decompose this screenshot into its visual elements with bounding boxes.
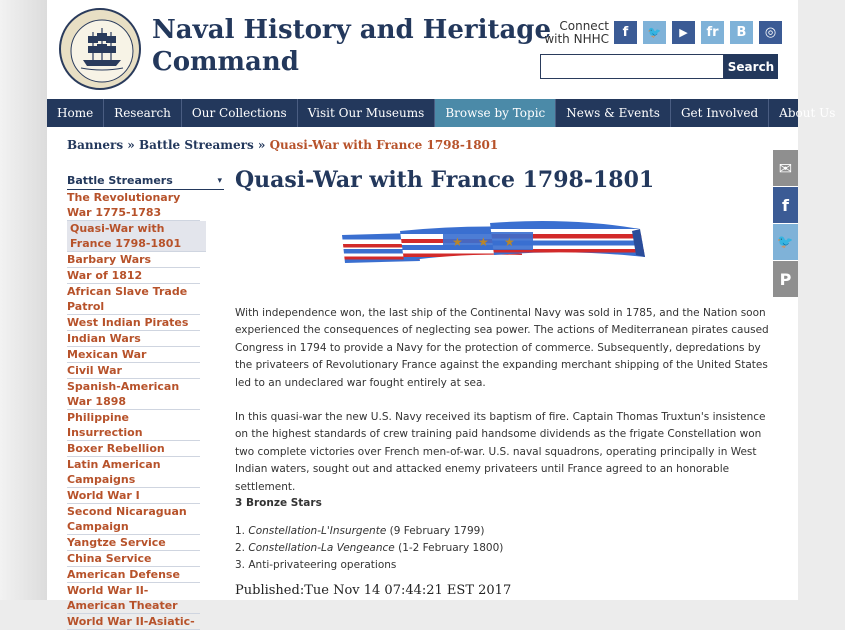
sidebar xyxy=(67,173,224,630)
sidebar-item[interactable]: Latin American Campaigns xyxy=(67,457,200,488)
main-content xyxy=(235,165,780,598)
sidebar-item[interactable]: The Revolutionary War 1775-1783 xyxy=(67,190,200,221)
blog-glyph: B xyxy=(736,25,747,40)
sidebar-item[interactable]: West Indian Pirates xyxy=(67,315,200,331)
youtube-icon[interactable] xyxy=(672,21,695,44)
sidebar-item[interactable]: Civil War xyxy=(67,363,200,379)
facebook-icon[interactable] xyxy=(614,21,637,44)
sidebar-item[interactable]: African Slave Trade Patrol xyxy=(67,284,200,315)
engagement-date: (1-2 February 1800) xyxy=(394,542,504,554)
breadcrumb xyxy=(67,138,498,152)
sidebar-item[interactable]: Boxer Rebellion xyxy=(67,441,200,457)
page-title: Quasi-War with France 1798-1801 xyxy=(235,167,655,193)
page-side-shade xyxy=(0,0,47,600)
svg-text:★: ★ xyxy=(478,235,489,249)
breadcrumb-current: Quasi-War with France 1798-1801 xyxy=(269,138,499,152)
nav-research[interactable]: Research xyxy=(104,99,182,127)
list-number: 3. xyxy=(235,559,246,571)
youtube-glyph: ▶ xyxy=(679,26,688,39)
sidebar-heading[interactable] xyxy=(67,173,224,190)
engagement-text: Anti-privateering operations xyxy=(248,559,397,571)
svg-text:★: ★ xyxy=(504,235,515,249)
site-title[interactable]: Naval History and Heritage Command xyxy=(152,15,552,77)
sidebar-item[interactable]: American Defense xyxy=(67,567,200,583)
sidebar-item[interactable]: Indian Wars xyxy=(67,331,200,347)
pinterest-share-icon[interactable] xyxy=(773,261,798,297)
sidebar-item[interactable]: War of 1812 xyxy=(67,268,200,284)
quasi-war-paragraph: In this quasi-war the new U.S. Navy received its baptism of fire. Captain Thomas Truxtun's insistence on the highest standards of crew training paid handsome dividends as the frigate Constellation won two complete victories over French men-of-war. U.S. naval squadrons, operating principally in West Indian waters, sought out and attacked enemy privateers until France agreed to an honorable settlement. xyxy=(235,411,766,493)
nav-browse-by-topic[interactable]: Browse by Topic xyxy=(435,99,556,127)
twitter-share-icon[interactable] xyxy=(773,224,798,260)
nav-get-involved[interactable]: Get Involved xyxy=(671,99,769,127)
engagements-list xyxy=(235,523,503,574)
list-item xyxy=(235,557,503,574)
sidebar-item[interactable]: World War II-Asiatic- xyxy=(67,614,200,630)
published-date: Published:Tue Nov 14 07:44:21 EST 2017 xyxy=(235,583,512,598)
engagement-name: Constellation-La Vengeance xyxy=(248,542,395,554)
email-share-icon[interactable] xyxy=(773,150,798,186)
facebook-share-glyph: f xyxy=(782,195,789,215)
connect-label: Connect with NHHC xyxy=(544,19,609,46)
sidebar-item[interactable]: Barbary Wars xyxy=(67,252,200,268)
sidebar-item[interactable]: China Service xyxy=(67,551,200,567)
engagement-date: (9 February 1799) xyxy=(386,525,485,537)
list-number: 1. xyxy=(235,525,246,537)
facebook-share-icon[interactable] xyxy=(773,187,798,223)
nav-visit-our-museums[interactable]: Visit Our Museums xyxy=(298,99,436,127)
nav-home[interactable]: Home xyxy=(47,99,104,127)
sidebar-item[interactable]: Mexican War xyxy=(67,347,200,363)
twitter-icon[interactable] xyxy=(643,21,666,44)
main-nav xyxy=(47,99,836,127)
battle-streamer-image xyxy=(340,215,650,273)
nav-our-collections[interactable]: Our Collections xyxy=(182,99,298,127)
nhhc-logo[interactable] xyxy=(59,8,141,90)
list-item xyxy=(235,523,503,540)
nav-about-us[interactable]: About Us xyxy=(779,106,836,120)
pinterest-share-glyph: P xyxy=(779,269,792,289)
svg-text:★: ★ xyxy=(452,235,463,249)
search-button[interactable]: Search xyxy=(724,54,778,79)
twitter-glyph: 🐦 xyxy=(647,26,662,39)
breadcrumb-separator: » xyxy=(127,138,135,152)
search-input[interactable] xyxy=(540,54,724,79)
breadcrumb-battle-streamers[interactable]: Battle Streamers xyxy=(138,138,254,152)
twitter-share-glyph: 🐦 xyxy=(777,234,794,250)
sidebar-item[interactable]: Second Nicaraguan Campaign xyxy=(67,504,200,535)
flickr-icon[interactable] xyxy=(701,21,724,44)
sidebar-item[interactable]: World War I xyxy=(67,488,200,504)
sidebar-item[interactable]: Yangtze Service xyxy=(67,535,200,551)
list-number: 2. xyxy=(235,542,246,554)
breadcrumb-separator: » xyxy=(257,138,266,152)
sidebar-item-active[interactable]: Quasi-War with France 1798-1801 xyxy=(67,221,206,252)
breadcrumb-banners[interactable]: Banners xyxy=(67,138,124,152)
nav-news-events[interactable]: News & Events xyxy=(556,99,671,127)
instagram-icon[interactable] xyxy=(759,21,782,44)
flickr-glyph: fr xyxy=(706,25,719,40)
blog-icon[interactable] xyxy=(730,21,753,44)
page xyxy=(47,0,836,628)
sidebar-item[interactable]: Spanish-American War 1898 xyxy=(67,379,200,410)
bronze-stars-heading: 3 Bronze Stars xyxy=(235,497,322,509)
ship-logo-icon xyxy=(61,10,143,92)
instagram-glyph: ◎ xyxy=(764,25,777,40)
list-item xyxy=(235,540,503,557)
intro-paragraph: With independence won, the last ship of the Continental Navy was sold in 1785, and the Nation soon experienced the consequences of neglecting sea power. The actions of Mediterranean pirates caused Congress in 1794 to provide a Navy for the protection of commerce. Subsequently, depredations by the privateers of Revolutionary France against the expanding merchant shipping of the United States led to an undeclared war fought entirely at sea. xyxy=(235,307,769,389)
sidebar-item[interactable]: Philippine Insurrection xyxy=(67,410,200,441)
email-share-glyph: ✉ xyxy=(778,158,793,178)
sidebar-heading-label: Battle Streamers xyxy=(67,174,173,187)
chevron-down-icon[interactable]: ▾ xyxy=(217,176,222,186)
engagement-name: Constellation-L'Insurgente xyxy=(248,525,387,537)
facebook-glyph: f xyxy=(622,25,629,40)
sidebar-item[interactable]: World War II-American Theater xyxy=(67,583,200,614)
